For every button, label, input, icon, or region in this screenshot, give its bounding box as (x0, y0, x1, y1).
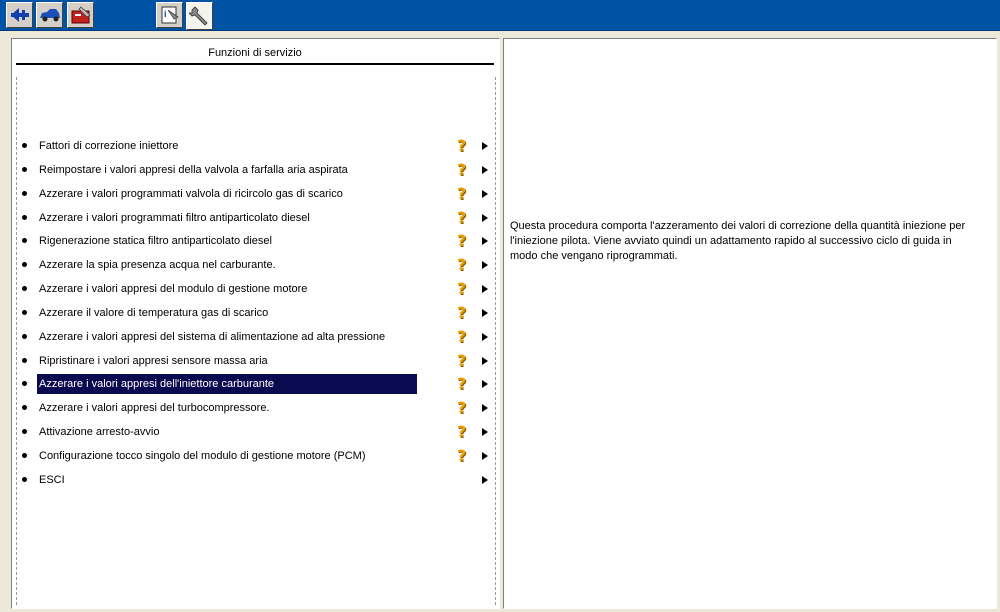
service-function-item[interactable] (16, 230, 492, 252)
bullet-icon (22, 286, 27, 291)
service-function-item[interactable] (16, 326, 492, 348)
service-function-label[interactable]: Azzerare i valori programmati filtro antiparticolato diesel (39, 212, 310, 224)
service-function-item[interactable] (16, 135, 492, 157)
service-function-item[interactable] (16, 445, 492, 467)
help-question-icon[interactable]: ? (457, 136, 467, 155)
service-function-label[interactable]: Ripristinare i valori appresi sensore massa aria (39, 355, 268, 367)
info-button[interactable] (156, 2, 183, 28)
expand-arrow-icon[interactable] (482, 452, 488, 460)
panel-title: Funzioni di servizio (208, 47, 302, 59)
service-function-item[interactable] (16, 159, 492, 181)
help-question-icon[interactable]: ? (457, 160, 467, 179)
service-function-item[interactable] (16, 373, 492, 395)
service-function-label[interactable]: Azzerare la spia presenza acqua nel carburante. (39, 259, 276, 271)
expand-arrow-icon[interactable] (482, 428, 488, 436)
expand-arrow-icon[interactable] (482, 404, 488, 412)
connect-icon (9, 6, 31, 24)
help-question-icon[interactable]: ? (457, 255, 467, 274)
service-function-item[interactable] (16, 278, 492, 300)
help-question-icon[interactable]: ? (457, 279, 467, 298)
bullet-icon (22, 310, 27, 315)
function-description: Questa procedura comporta l'azzeramento dei valori di correzione della quantità iniezione per l'iniezione pilota. Viene avviato quindi un adattamento rapido al successivo ciclo di guida in modo che vengano riprogrammati. (510, 220, 966, 262)
expand-arrow-icon[interactable] (482, 357, 488, 365)
help-question-icon[interactable]: ? (457, 327, 467, 346)
expand-arrow-icon[interactable] (482, 380, 488, 388)
expand-arrow-icon[interactable] (482, 190, 488, 198)
toolbox-icon (70, 5, 92, 25)
bullet-icon (22, 262, 27, 267)
service-function-label[interactable]: Fattori di correzione iniettore (39, 140, 179, 152)
bullet-icon (22, 453, 27, 458)
service-function-label[interactable]: Azzerare i valori appresi dell'iniettore carburante (37, 374, 417, 394)
list-border-right (495, 77, 496, 605)
help-question-icon[interactable]: ? (457, 374, 467, 393)
bullet-icon (22, 477, 27, 482)
service-function-item[interactable] (16, 350, 492, 372)
service-function-item[interactable] (16, 302, 492, 324)
wrench-icon (189, 6, 211, 26)
bullet-icon (22, 429, 27, 434)
description-panel (503, 38, 997, 609)
bullet-icon (22, 215, 27, 220)
help-question-icon[interactable]: ? (457, 231, 467, 250)
expand-arrow-icon[interactable] (482, 166, 488, 174)
connect-button[interactable] (6, 2, 33, 28)
vehicle-button[interactable] (36, 2, 63, 28)
vehicle-icon (39, 6, 61, 24)
help-question-icon[interactable]: ? (457, 303, 467, 322)
help-question-icon[interactable]: ? (457, 184, 467, 203)
expand-arrow-icon[interactable] (482, 333, 488, 341)
help-question-icon[interactable]: ? (457, 446, 467, 465)
bullet-icon (22, 143, 27, 148)
bullet-icon (22, 381, 27, 386)
service-function-label[interactable]: ESCI (39, 474, 65, 486)
help-question-icon[interactable]: ? (457, 398, 467, 417)
service-function-label[interactable]: Reimpostare i valori appresi della valvola a farfalla aria aspirata (39, 164, 348, 176)
info-icon (159, 5, 181, 25)
bullet-icon (22, 167, 27, 172)
service-function-label[interactable]: Attivazione arresto-avvio (39, 426, 160, 438)
bullet-icon (22, 334, 27, 339)
service-function-label[interactable]: Rigenerazione statica filtro antiparticolato diesel (39, 235, 272, 247)
expand-arrow-icon[interactable] (482, 309, 488, 317)
help-question-icon[interactable]: ? (457, 351, 467, 370)
service-function-label[interactable]: Azzerare i valori appresi del turbocompressore. (39, 402, 270, 414)
service-function-item[interactable] (16, 469, 492, 491)
service-function-item[interactable] (16, 421, 492, 443)
expand-arrow-icon[interactable] (482, 285, 488, 293)
service-function-label[interactable]: Azzerare i valori programmati valvola di ricircolo gas di scarico (39, 188, 343, 200)
expand-arrow-icon[interactable] (482, 476, 488, 484)
service-function-item[interactable] (16, 254, 492, 276)
service-function-item[interactable] (16, 397, 492, 419)
bullet-icon (22, 238, 27, 243)
expand-arrow-icon[interactable] (482, 237, 488, 245)
service-functions-panel (11, 38, 500, 609)
help-question-icon[interactable]: ? (457, 208, 467, 227)
service-function-label[interactable]: Azzerare il valore di temperatura gas di scarico (39, 307, 269, 319)
service-function-label[interactable]: Configurazione tocco singolo del modulo di gestione motore (PCM) (39, 450, 366, 462)
service-function-item[interactable] (16, 207, 492, 229)
service-function-label[interactable]: Azzerare i valori appresi del modulo di gestione motore (39, 283, 308, 295)
bullet-icon (22, 358, 27, 363)
expand-arrow-icon[interactable] (482, 261, 488, 269)
expand-arrow-icon[interactable] (482, 214, 488, 222)
service-tools-button[interactable] (186, 2, 213, 30)
bullet-icon (22, 405, 27, 410)
toolbox-button[interactable] (67, 2, 94, 28)
bullet-icon (22, 191, 27, 196)
service-function-label[interactable]: Azzerare i valori appresi del sistema di alimentazione ad alta pressione (39, 331, 386, 343)
title-divider (16, 63, 494, 65)
svg-text:i: i (163, 9, 167, 19)
service-function-item[interactable] (16, 183, 492, 205)
top-toolbar (0, 0, 1000, 31)
help-question-icon[interactable]: ? (457, 422, 467, 441)
expand-arrow-icon[interactable] (482, 142, 488, 150)
